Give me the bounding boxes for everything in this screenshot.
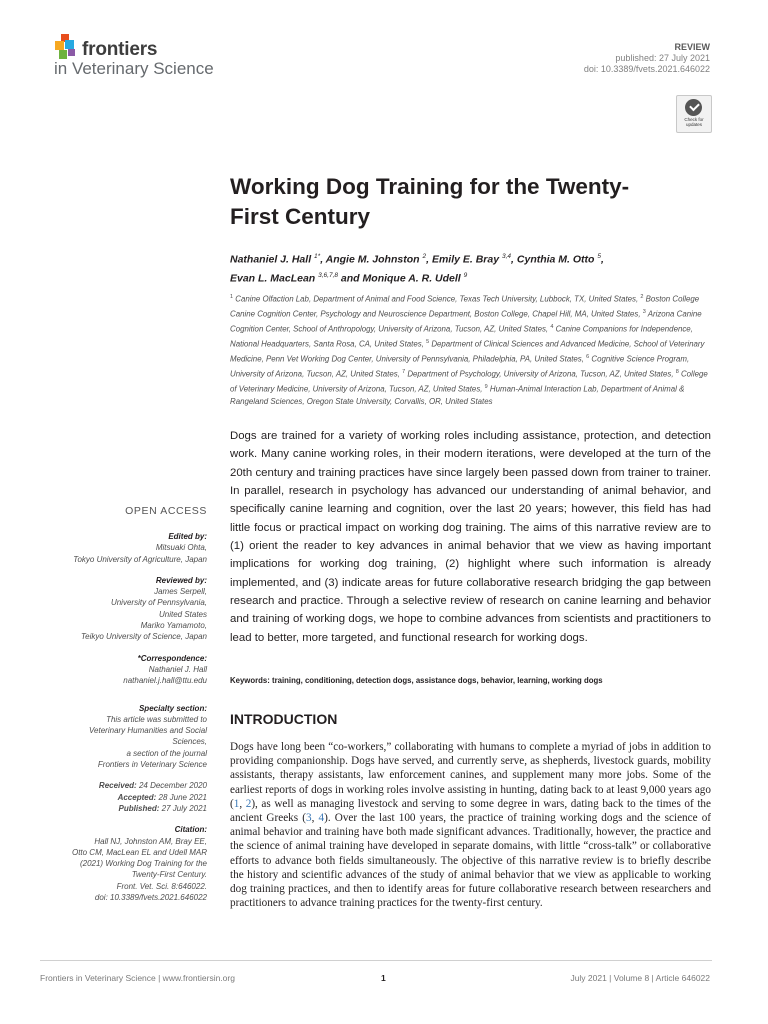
affiliation-text: College of Veterinary Medicine, University of Arizona, Tucson, AZ, United States, — [230, 369, 708, 394]
section-heading-introduction: INTRODUCTION — [230, 711, 338, 727]
affiliation-text: Boston College Canine Cognition Center, Psychology and Neuroscience Department, Boston College, Chapel Hill, MA, United States, — [230, 294, 700, 319]
citation-link[interactable]: 2 — [245, 797, 252, 810]
editor-name: Mitsuaki Ohta, — [155, 543, 207, 553]
affiliation-text: Arizona Canine Cognition Center, School of Anthropology, University of Arizona, Tucson, AZ, United States, — [230, 309, 702, 334]
accepted-value: 28 June 2021 — [158, 792, 207, 802]
sidebar — [40, 505, 207, 903]
intro-text: ). Over the last 100 years, the practice of training working dogs and the science of animal behavior and training have both made significant advances. Traditionally, however, the practice and the science of animal training have developed in separate domains, with little “cross-talk” or collaborative efforts to advance both fields simultaneously. The objective of this narrative review is to briefly describe the history and scientific advances of the study of animal behavior that we view as applicable to working dog training practices, and then to identify areas for future collaborative research between researchers and practitioners to advance training practices for the twenty-first century. — [230, 812, 712, 910]
published-date: published: 27 July 2021 — [615, 53, 710, 63]
affiliation-number: 3 — [642, 309, 646, 316]
specialty-line: Sciences, — [172, 737, 207, 747]
citation-line: Hall NJ, Johnston AM, Bray EE, — [94, 836, 207, 846]
check-updates-label: Check for updates — [684, 117, 704, 127]
author-name[interactable]: Emily E. Bray — [431, 253, 500, 266]
footer-divider — [40, 960, 712, 961]
accepted-date — [40, 792, 207, 803]
correspondence-email[interactable]: nathaniel.j.hall@ttu.edu — [123, 676, 207, 686]
received-value: 24 December 2020 — [138, 781, 207, 791]
accepted-label: Accepted: — [117, 792, 157, 802]
author-affiliation-marker: 3,4 — [502, 253, 512, 260]
check-for-updates-button[interactable] — [676, 95, 712, 133]
edited-by-label: Edited by: — [168, 532, 207, 541]
specialty-line: a section of the journal — [126, 748, 207, 758]
footer-journal-link[interactable]: Frontiers in Veterinary Science | www.frontiersin.org — [40, 973, 235, 983]
introduction-paragraph: Dogs have long been “co-workers,” collaborating with humans to complete a myriad of jobs in addition to providing companionship. Dogs have served, and currently serve, as shepherds, livestock guards, mobility assistants, therapy assistants, law enforcement canines, and supplement many more jobs. Some of the earliest reports of dogs in working roles involve assisting in hunting, dating back to at least 9,000 years ago (1, 2), as well as managing livestock and serving to some degree in wars, dating back to the times of the ancient Greeks (3, 4). Over the last 100 years, the practice of training working dogs and the science of animal behavior and training have both made significant advances. Traditionally, however, the practice and the science of animal training have developed in separate domains, with little “cross-talk” or collaborative efforts to advance both fields simultaneously. The objective of this narrative review is to briefly describe the history and scientific advances of the study of animal behavior that we view as applicable to working dog training practices, and then to identify areas for future collaborative research between researchers and practitioners to advance training practices for the twenty-first century. — [230, 741, 712, 910]
affiliation-number: 8 — [675, 369, 679, 376]
citation-link[interactable]: 4 — [318, 812, 325, 825]
frontiers-logo-icon — [55, 34, 79, 60]
reviewer-line: University of Pennsylvania, — [110, 598, 207, 608]
affiliation-text: Canine Companions for Independence, National Headquarters, Santa Rosa, CA, United States, — [230, 324, 693, 349]
article-title: Working Dog Training for the Twenty-First Century — [230, 174, 630, 229]
citation-line: Otto CM, MacLean EL and Udell MAR — [71, 847, 207, 857]
published-date-sidebar — [40, 803, 207, 814]
affiliation-text: Cognitive Science Program, University of Arizona, Tucson, AZ, United States, — [230, 354, 690, 379]
article-meta — [584, 42, 710, 75]
author-name[interactable]: Nathaniel J. Hall — [230, 253, 312, 266]
editor-affiliation: Tokyo University of Agriculture, Japan — [73, 554, 207, 564]
affiliation-number: 9 — [484, 384, 488, 391]
citation-line: (2021) Working Dog Training for the — [79, 859, 207, 869]
reviewer-line: United States — [158, 609, 207, 619]
affiliation-number: 5 — [426, 339, 430, 346]
author-affiliation-marker: 9 — [463, 271, 468, 279]
specialty-section-label: Specialty section: — [138, 703, 207, 713]
published-value: 27 July 2021 — [161, 803, 207, 813]
specialty-line: Veterinary Humanities and Social — [89, 726, 207, 736]
author-affiliation-marker: 5 — [597, 253, 602, 260]
abstract: Dogs are trained for a variety of working roles including assistance, protection, and detection work. Many canine working roles, in their modern iterations, were developed at the turn of the 20th century and training practices have since largely been passed down from trainer to trainer. In parallel, research in psychology has advanced our understanding of animal behavior, and specifically canine learning and cognition, over the last 20 years; however, this field has had little focus or practical impact on working dog training. The aims of this narrative review are to (1) orient the reader to key advances in animal behavior that we view as having important implications for working dog training, (2) highlight where such information is already implemented, and (3) indicate areas for future collaborative research bridging the gap between research and practice. Through a selective review of research on canine learning and behavior and training of working dogs, we hope to combine advances from scientists and practitioners to lead to better, more targeted, and functional research for working dogs. — [230, 430, 711, 644]
keywords: Keywords: training, conditioning, detection dogs, assistance dogs, behavior, learning, working dogs — [230, 676, 603, 685]
reviewed-by-label: Reviewed by: — [155, 575, 207, 585]
affiliation-text: Department of Clinical Sciences and Advanced Medicine, School of Veterinary Medicine, Penn Vet Working Dog Center, University of Pennsylvania, Philadelphia, PA, United States, — [230, 339, 705, 364]
author-affiliation-marker: 3,6,7,8 — [318, 271, 339, 279]
author-affiliation-marker: 1* — [314, 253, 321, 260]
page-number: 1 — [381, 973, 386, 983]
checkmark-icon — [685, 99, 702, 116]
citation-line: Front. Vet. Sci. 8:646022. — [116, 881, 207, 891]
published-label: Published: — [118, 803, 160, 813]
author-list: Nathaniel J. Hall $^{1*}$, Angie M. Johnston $^2$, Emily E. Bray $^{3,4}$, Cynthia M. Otto $^5$, Evan L. MacLean $^{3,6,7,8}$ and Monique A. R. Udell $^9$ — [230, 253, 604, 284]
journal-name: in Veterinary Science — [54, 59, 214, 78]
received-label: Received: — [98, 781, 137, 791]
author-name[interactable]: Cynthia M. Otto — [516, 253, 595, 266]
citation-line: Twenty-First Century. — [131, 870, 207, 880]
citation-label: Citation: — [174, 825, 207, 835]
citation-link[interactable]: 1 — [233, 797, 240, 810]
author-affiliation-marker: 2 — [422, 253, 427, 260]
author-name[interactable]: Monique A. R. Udell — [362, 272, 461, 284]
affiliation-number: 6 — [586, 354, 590, 361]
affiliations — [230, 291, 708, 409]
correspondence-label: *Correspondence: — [137, 653, 207, 663]
received-date — [40, 780, 207, 791]
doi-link[interactable]: doi: 10.3389/fvets.2021.646022 — [583, 64, 710, 74]
author-name[interactable]: Evan L. MacLean — [230, 272, 316, 284]
brand-name: frontiers — [82, 39, 158, 60]
intro-text: Dogs have long been “co-workers,” collaborating with humans to complete a myriad of jobs in addition to providing companionship. Dogs have served, and currently serve, as shepherds, livestock guards, mobility assistants, therapy assistants, law enforcement canines, and supplement many more jobs. Some of the earliest reports of dogs in working roles involve assisting in hunting, dating back to at least 9,000 years ago ( — [230, 741, 711, 810]
open-access-label: OPEN ACCESS — [125, 505, 207, 517]
correspondence-name: Nathaniel J. Hall — [148, 664, 207, 674]
affiliation-text: Department of Psychology, University of Arizona, Tucson, AZ, United States, — [405, 369, 676, 379]
affiliation-number: 2 — [640, 294, 644, 300]
affiliation-text: Human-Animal Interaction Lab, Department of Animal & Rangeland Sciences, Oregon State University, Corvallis, OR, United States — [230, 384, 685, 407]
intro-text: ), as well as managing livestock and serving to some degree in wars, dating back to the times of the ancient Greeks ( — [230, 797, 711, 825]
author-name[interactable]: Angie M. Johnston — [325, 253, 420, 266]
reviewer-line: Mariko Yamamoto, — [140, 621, 207, 631]
affiliation-text: Canine Olfaction Lab, Department of Animal and Food Science, Texas Tech University, Lubbock, TX, United States, — [233, 294, 641, 304]
affiliation-number: 7 — [402, 369, 406, 376]
citation-doi[interactable]: doi: 10.3389/fvets.2021.646022 — [94, 893, 207, 903]
reviewer-line: James Serpell, — [154, 587, 207, 597]
citation-link[interactable]: 3 — [305, 812, 312, 825]
reviewer-line: Teikyo University of Science, Japan — [81, 632, 207, 642]
specialty-line: This article was submitted to — [106, 714, 207, 724]
article-type: REVIEW — [674, 42, 710, 52]
footer-issue-info: July 2021 | Volume 8 | Article 646022 — [570, 973, 710, 983]
affiliation-number: 1 — [230, 294, 234, 300]
specialty-line: Frontiers in Veterinary Science — [97, 760, 207, 770]
affiliation-number: 4 — [550, 324, 554, 331]
